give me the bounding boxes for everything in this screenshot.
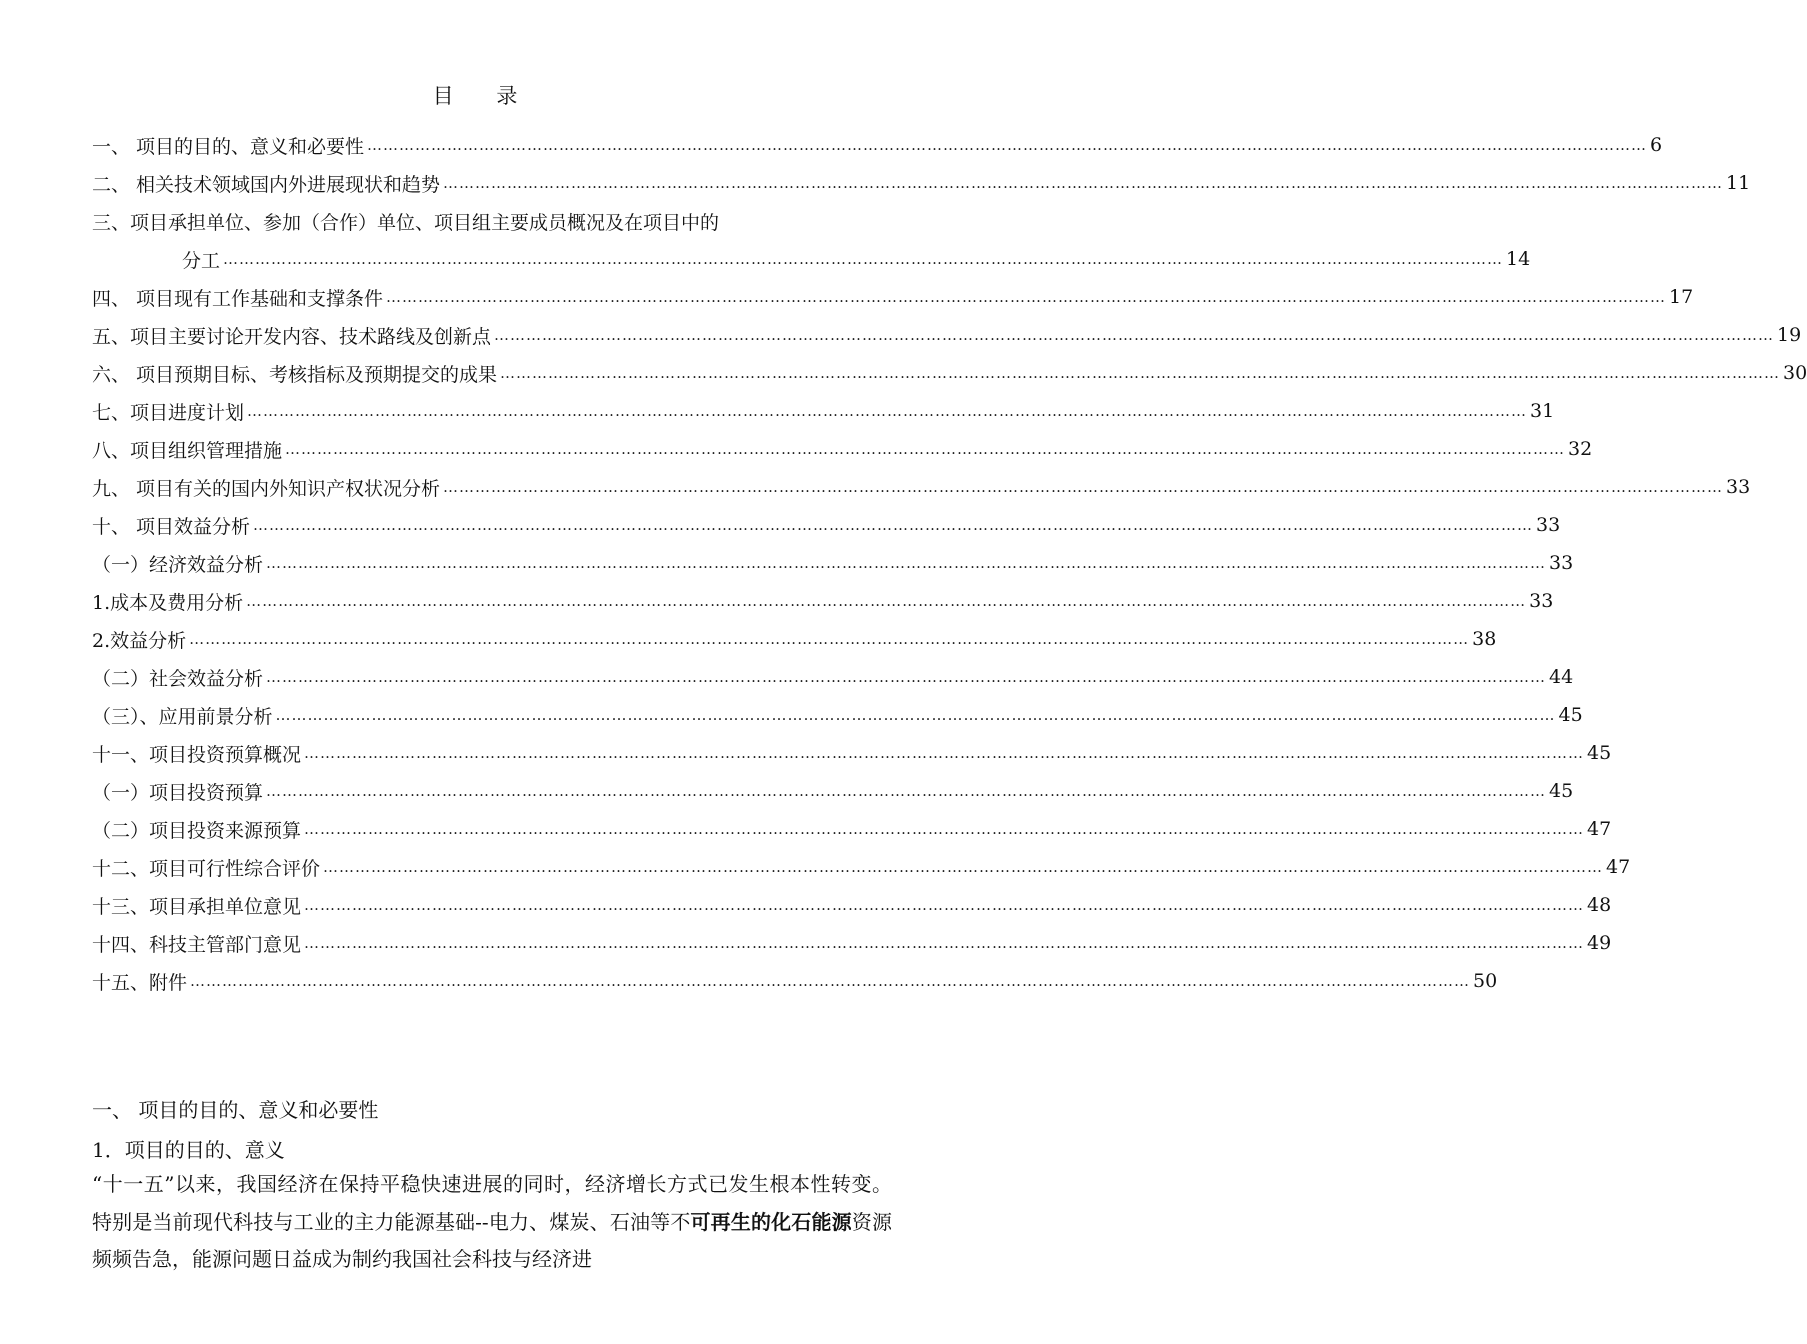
toc-entry-page: 44 — [1549, 666, 1574, 688]
toc-leader-dots: …………………………………………………………………………………………………………………………………………………………………………………………………………………… — [223, 250, 1504, 268]
toc-entry[interactable] — [92, 126, 1663, 164]
toc-leader-dots: …………………………………………………………………………………………………………………………………………………………………………………………………………………… — [323, 858, 1604, 876]
toc-entry[interactable] — [92, 316, 1802, 354]
toc-entry-label: 四、 项目现有工作基础和支撑条件 — [92, 287, 384, 310]
toc-leader-dots: …………………………………………………………………………………………………………………………………………………………………………………………………………………… — [190, 972, 1471, 990]
toc-entry-label: 十四、科技主管部门意见 — [92, 933, 302, 956]
toc-leader-dots: …………………………………………………………………………………………………………………………………………………………………………………………………………………… — [367, 136, 1648, 154]
toc-leader-dots: …………………………………………………………………………………………………………………………………………………………………………………………………………………… — [386, 288, 1667, 306]
toc-entry-label: （二）项目投资来源预算 — [92, 819, 302, 842]
toc-entry[interactable] — [92, 278, 1694, 316]
toc-leader-dots: …………………………………………………………………………………………………………………………………………………………………………………………………………………… — [246, 592, 1527, 610]
toc-leader-dots: …………………………………………………………………………………………………………………………………………………………………………………………………………………… — [304, 934, 1585, 952]
toc-entry[interactable] — [92, 582, 1554, 620]
toc-entry[interactable] — [92, 772, 1574, 810]
toc-entry-label: 2.效益分析 — [92, 629, 187, 652]
toc-entry[interactable] — [92, 810, 1612, 848]
toc-entry[interactable] — [92, 506, 1561, 544]
subsection-heading: 1．项目的目的、意义 — [92, 1138, 285, 1162]
toc-leader-dots: …………………………………………………………………………………………………………………………………………………………………………………………………………………… — [304, 744, 1585, 762]
toc-leader-dots: …………………………………………………………………………………………………………………………………………………………………………………………………………………… — [304, 820, 1585, 838]
toc-entry-page: 45 — [1558, 704, 1583, 726]
section-heading: 一、 项目的目的、意义和必要性 — [92, 1098, 379, 1122]
toc-entry-label: 六、 项目预期目标、考核指标及预期提交的成果 — [92, 363, 498, 386]
toc-entry-label: 一、 项目的目的、意义和必要性 — [92, 135, 365, 158]
toc-entry-label: 二、 相关技术领域国内外进展现状和趋势 — [92, 173, 441, 196]
toc-entry-page: 50 — [1473, 970, 1498, 992]
toc-entry-page: 6 — [1650, 134, 1663, 156]
toc-entry-page: 32 — [1568, 438, 1593, 460]
body-text: “十一五”以来，我国经济在保持平稳快速进展的同时，经济增长方式已发生根本性转变。特别是当前现代科技与工业的主力能源基础--电力、煤炭、石油等不 — [92, 1172, 892, 1234]
toc-leader-dots: …………………………………………………………………………………………………………………………………………………………………………………………………………………… — [266, 668, 1547, 686]
toc-entry-label: 八、项目组织管理措施 — [92, 439, 283, 462]
body-paragraph — [92, 1166, 892, 1279]
toc-entry-label: （一）经济效益分析 — [92, 553, 264, 576]
toc-entry-page: 33 — [1549, 552, 1574, 574]
toc-entry[interactable] — [182, 240, 1531, 278]
toc-entry-label: （三）、应用前景分析 — [92, 705, 273, 728]
toc-entry[interactable] — [92, 392, 1555, 430]
toc-leader-dots: …………………………………………………………………………………………………………………………………………………………………………………………………………………… — [275, 706, 1556, 724]
toc-entry-page: 33 — [1726, 476, 1751, 498]
toc-entry[interactable] — [92, 620, 1497, 658]
toc-entry-page: 47 — [1587, 818, 1612, 840]
toc-entry-label: 三、项目承担单位、参加（合作）单位、项目组主要成员概况及在项目中的 — [92, 211, 720, 234]
toc-entry-page: 45 — [1587, 742, 1612, 764]
toc-entry[interactable] — [92, 544, 1574, 582]
toc-leader-dots: …………………………………………………………………………………………………………………………………………………………………………………………………………………… — [247, 402, 1528, 420]
toc-entry-label: 十一、项目投资预算概况 — [92, 743, 302, 766]
toc-entry[interactable] — [92, 734, 1612, 772]
toc-entry[interactable] — [92, 696, 1583, 734]
toc-leader-dots: …………………………………………………………………………………………………………………………………………………………………………………………………………………… — [266, 554, 1547, 572]
toc-entry[interactable] — [92, 202, 863, 240]
toc-entry-label: （二）社会效益分析 — [92, 667, 264, 690]
toc-leader-dots: …………………………………………………………………………………………………………………………………………………………………………………………………………………… — [285, 440, 1566, 458]
toc-entry-page: 17 — [1669, 286, 1694, 308]
toc-entry-page: 33 — [1536, 514, 1561, 536]
toc-entry[interactable] — [92, 468, 1751, 506]
toc-entry-label: 九、 项目有关的国内外知识产权状况分析 — [92, 477, 441, 500]
toc-entry[interactable] — [92, 962, 1498, 1000]
toc-entry[interactable] — [92, 848, 1631, 886]
toc-leader-dots: …………………………………………………………………………………………………………………………………………………………………………………………………………………… — [304, 896, 1585, 914]
toc-entry-label: 1.成本及费用分析 — [92, 591, 244, 614]
toc-entry-label: 七、项目进度计划 — [92, 401, 245, 424]
toc-leader-dots: …………………………………………………………………………………………………………………………………………………………………………………………………………………… — [443, 174, 1724, 192]
toc-entry-label: 十二、项目可行性综合评价 — [92, 857, 321, 880]
toc-entry-page: 45 — [1549, 780, 1574, 802]
toc-entry-page: 19 — [1777, 324, 1802, 346]
toc-entry-page: 14 — [1506, 248, 1531, 270]
toc-entry-page: 11 — [1726, 172, 1751, 194]
toc-entry-page: 33 — [1529, 590, 1554, 612]
toc-entry[interactable] — [92, 430, 1593, 468]
toc-title: 目 录 — [432, 84, 536, 108]
toc-entry-page: 48 — [1587, 894, 1612, 916]
toc-entry-page: 47 — [1606, 856, 1631, 878]
toc-entry-label: 十、 项目效益分析 — [92, 515, 251, 538]
toc-entry-page: 30 — [1783, 362, 1807, 384]
toc-entry-page: 49 — [1587, 932, 1612, 954]
toc-entry[interactable] — [92, 658, 1574, 696]
toc-entry-label: （一）项目投资预算 — [92, 781, 264, 804]
toc-entry-label: 五、项目主要讨论开发内容、技术路线及创新点 — [92, 325, 492, 348]
toc-entry-label: 分工 — [182, 249, 221, 272]
toc-leader-dots: …………………………………………………………………………………………………………………………………………………………………………………………………………………… — [189, 630, 1470, 648]
toc-entry[interactable] — [92, 886, 1612, 924]
toc-leader-dots: …………………………………………………………………………………………………………………………………………………………………………………………………………………… — [253, 516, 1534, 534]
toc-entry[interactable] — [92, 354, 1807, 392]
toc-leader-dots: …………………………………………………………………………………………………………………………………………………………………………………………………………………… — [500, 364, 1781, 382]
toc-leader-dots: …………………………………………………………………………………………………………………………………………………………………………………………………………………… — [266, 782, 1547, 800]
body-text: 资源频频告急，能源问题日益成为制约我国社会科技与经济进 — [92, 1209, 893, 1271]
toc-leader-dots: …………………………………………………………………………………………………………………………………………………………………………………………………………………… — [443, 478, 1724, 496]
toc-entry-page: 38 — [1472, 628, 1497, 650]
toc-entry[interactable] — [92, 164, 1751, 202]
toc-entry-page: 31 — [1530, 400, 1555, 422]
toc-entry[interactable] — [92, 924, 1612, 962]
toc-leader-dots: …………………………………………………………………………………………………………………………………………………………………………………………………………………… — [494, 326, 1775, 344]
toc-entry-label: 十三、项目承担单位意见 — [92, 895, 302, 918]
toc-entry-label: 十五、附件 — [92, 971, 188, 994]
body-text-bold: 可再生的化石能源 — [690, 1209, 852, 1234]
